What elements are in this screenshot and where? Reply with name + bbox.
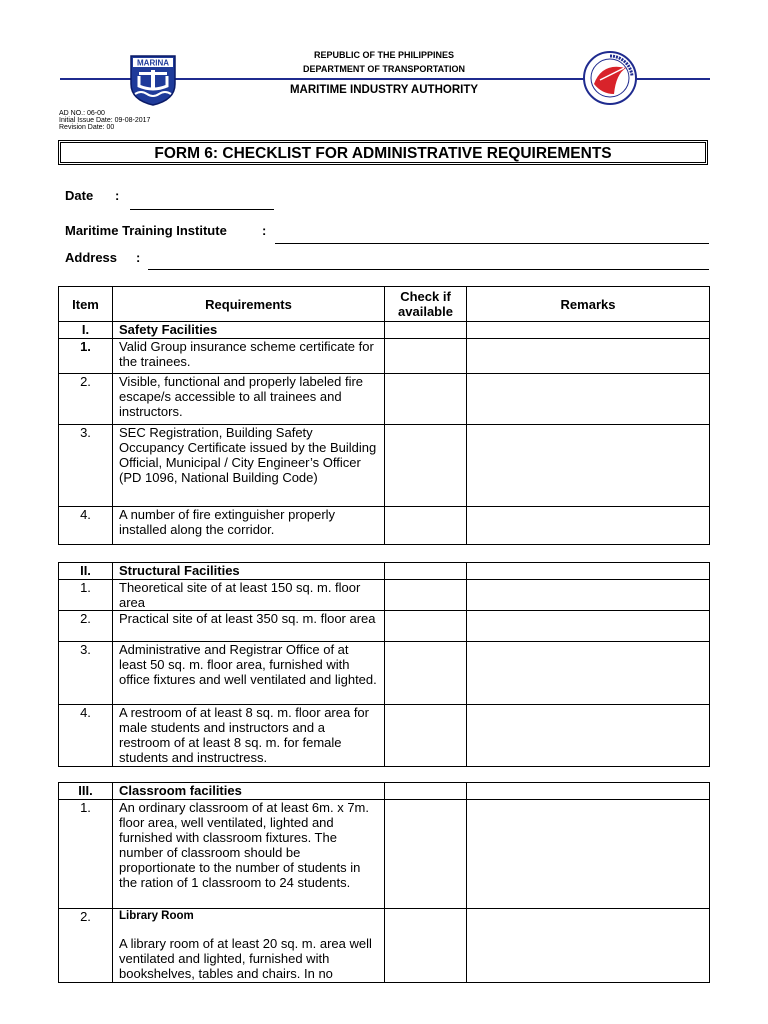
table-row bbox=[59, 507, 710, 545]
revision-date: Revision Date: 00 bbox=[59, 124, 115, 131]
header-department: DEPARTMENT OF TRANSPORTATION bbox=[303, 64, 465, 74]
requirement-text: Theoretical site of at least 150 sq. m. floor area bbox=[113, 580, 385, 611]
check-cell[interactable] bbox=[385, 580, 467, 611]
remarks-cell[interactable] bbox=[467, 507, 710, 545]
section-title: Structural Facilities bbox=[113, 563, 385, 580]
table-row bbox=[59, 800, 710, 909]
item-number: 4. bbox=[59, 705, 113, 767]
remarks-cell[interactable] bbox=[467, 642, 710, 705]
check-cell[interactable] bbox=[385, 339, 467, 374]
date-colon: : bbox=[115, 188, 120, 203]
remarks-cell[interactable] bbox=[467, 783, 710, 800]
section-number: III. bbox=[59, 783, 113, 800]
item-number: 1. bbox=[59, 800, 113, 909]
date-label: Date bbox=[65, 188, 94, 203]
requirement-text: A restroom of at least 8 sq. m. floor area for male students and instructors and a restroom of at least 8 sq. m. for female students and instructress. bbox=[113, 705, 385, 767]
requirement-text: Visible, functional and properly labeled fire escape/s accessible to all trainees and instructors. bbox=[113, 374, 385, 425]
check-cell[interactable] bbox=[385, 563, 467, 580]
checklist-table-structural bbox=[58, 562, 710, 767]
address-colon: : bbox=[136, 250, 141, 265]
remarks-cell[interactable] bbox=[467, 611, 710, 642]
check-cell[interactable] bbox=[385, 800, 467, 909]
table-row bbox=[59, 909, 710, 983]
mti-field[interactable] bbox=[275, 243, 709, 244]
requirement-subtitle: Library Room bbox=[119, 910, 194, 922]
remarks-cell[interactable] bbox=[467, 580, 710, 611]
col-requirements: Requirements bbox=[113, 287, 385, 322]
address-label: Address bbox=[65, 250, 118, 265]
section-title: Safety Facilities bbox=[113, 322, 385, 339]
check-cell[interactable] bbox=[385, 642, 467, 705]
check-cell[interactable] bbox=[385, 322, 467, 339]
initial-issue-date: Initial Issue Date: 09-08-2017 bbox=[59, 117, 151, 124]
check-cell[interactable] bbox=[385, 909, 467, 983]
table-row bbox=[59, 611, 710, 642]
section-number: II. bbox=[59, 563, 113, 580]
item-number: 2. bbox=[59, 611, 113, 642]
check-cell[interactable] bbox=[385, 425, 467, 507]
table-header-row bbox=[59, 287, 710, 322]
check-cell[interactable] bbox=[385, 374, 467, 425]
check-cell[interactable] bbox=[385, 705, 467, 767]
remarks-cell[interactable] bbox=[467, 322, 710, 339]
date-field[interactable] bbox=[130, 209, 274, 210]
remarks-cell[interactable] bbox=[467, 425, 710, 507]
table-row bbox=[59, 425, 710, 507]
header-agency: MARITIME INDUSTRY AUTHORITY bbox=[289, 84, 479, 96]
ad-number: AD NO.: 06-00 bbox=[59, 110, 105, 117]
item-number: 2. bbox=[59, 909, 113, 983]
table-row bbox=[59, 339, 710, 374]
remarks-cell[interactable] bbox=[467, 374, 710, 425]
mti-label: Maritime Training Institute bbox=[65, 223, 227, 238]
table-row bbox=[59, 705, 710, 767]
remarks-cell[interactable] bbox=[467, 563, 710, 580]
address-field[interactable] bbox=[148, 269, 709, 270]
remarks-cell[interactable] bbox=[467, 800, 710, 909]
checklist-table-safety bbox=[58, 286, 710, 545]
section-row bbox=[59, 322, 710, 339]
item-number: 1. bbox=[59, 339, 113, 374]
table-row bbox=[59, 642, 710, 705]
form-title: FORM 6: CHECKLIST FOR ADMINISTRATIVE REQUIREMENTS bbox=[58, 140, 708, 165]
remarks-cell[interactable] bbox=[467, 339, 710, 374]
requirement-text: SEC Registration, Building Safety Occupancy Certificate issued by the Building Official, Municipal / City Engineer’s Officer (PD 1096, National Building Code) bbox=[113, 425, 385, 507]
remarks-cell[interactable] bbox=[467, 705, 710, 767]
item-number: 4. bbox=[59, 507, 113, 545]
requirement-text: An ordinary classroom of at least 6m. x 7m. floor area, well ventilated, lighted and furnished with classroom fixtures. The number of classroom should be proportionate to the number of students in the ration of 1 classroom to 24 students. bbox=[113, 800, 385, 909]
section-row bbox=[59, 783, 710, 800]
mti-colon: : bbox=[262, 223, 267, 238]
col-item: Item bbox=[59, 287, 113, 322]
checklist-table-classroom bbox=[58, 782, 710, 983]
check-cell[interactable] bbox=[385, 507, 467, 545]
svg-text:MARINA: MARINA bbox=[137, 58, 169, 68]
requirement-text: Practical site of at least 350 sq. m. floor area bbox=[113, 611, 385, 642]
section-row bbox=[59, 563, 710, 580]
requirement-text: A number of fire extinguisher properly installed along the corridor. bbox=[113, 507, 385, 545]
col-remarks: Remarks bbox=[467, 287, 710, 322]
col-check: Check if available bbox=[385, 287, 467, 322]
marina-logo bbox=[129, 54, 177, 106]
item-number: 2. bbox=[59, 374, 113, 425]
table-row bbox=[59, 374, 710, 425]
check-cell[interactable] bbox=[385, 611, 467, 642]
section-number: I. bbox=[59, 322, 113, 339]
header-republic: REPUBLIC OF THE PHILIPPINES bbox=[313, 50, 454, 60]
requirement-text: A library room of at least 20 sq. m. area well ventilated and lighted, furnished with bookshelves, tables and chairs. In no bbox=[119, 936, 372, 981]
table-row bbox=[59, 580, 710, 611]
remarks-cell[interactable] bbox=[467, 909, 710, 983]
section-title: Classroom facilities bbox=[113, 783, 385, 800]
item-number: 3. bbox=[59, 642, 113, 705]
requirement-cell bbox=[113, 909, 385, 983]
check-cell[interactable] bbox=[385, 783, 467, 800]
item-number: 1. bbox=[59, 580, 113, 611]
requirement-text: Valid Group insurance scheme certificate for the trainees. bbox=[113, 339, 385, 374]
item-number: 3. bbox=[59, 425, 113, 507]
requirement-text: Administrative and Registrar Office of at least 50 sq. m. floor area, furnished with office fixtures and well ventilated and lighted. bbox=[113, 642, 385, 705]
